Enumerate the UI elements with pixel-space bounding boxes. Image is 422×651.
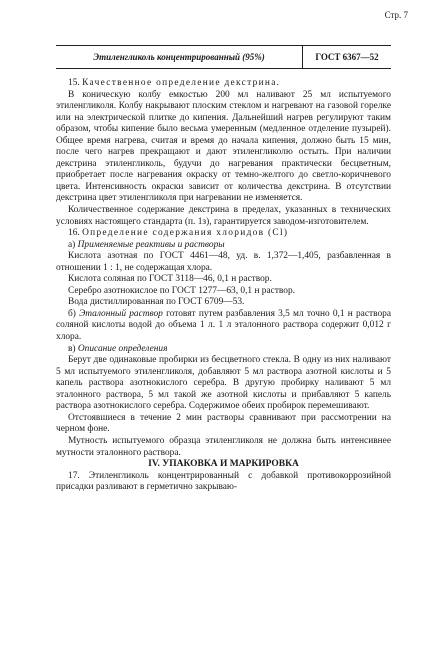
section-15-body: В коническую колбу емкостью 200 мл наливают 25 мл испытуемого этиленгликоля. Колбу накрывают плоским стеклом и нагревают на газовой горелке или на электрической плитке до кипения. Дальнейший нагрев регулируют таким образом, чтобы кипение было весьма умеренным (медленное отделение пузырей). Общее время нагрева, считая и время до начала кипения, должно быть 15 мин, после чего нагрев прекращают и дают этиленгликолю остыть. При наличии декстрина этиленгликоль, будучи до нагревания практически бесцветным, приобретает после нагревания окраску от темно-желтого до светло-коричневого цвета. Интенсивность окраски зависит от количества декстрина. В отсутствии декстрина цвет этиленгликоля при нагревании не изменяется. [56,89,391,204]
section-15-paragraph-2: Количественное содержание декстрина в пределах, указанных в технических условиях настоящего стандарта (п. 1з), гарантируется заводом-изготовителем. [56,205,391,227]
document-header [56,45,391,69]
section-15-title: Качественное определение декстрина. [82,78,281,88]
section-17-paragraph: 17. Этиленгликоль концентрированный с добавкой противокоррозийной присадки разливают в герметично закрываю- [56,470,391,493]
subsection-b-text: готовят путем разбавления 3,5 мл точно 0,1 н раствора соляной кислоты водой до объема 1 л. 1 л эталонного раствора содержит 0,012 г хлора. [56,308,391,343]
subsection-a-title: Применяемые реактивы и растворы [77,239,225,250]
section-16-number: 16. [68,228,80,239]
subsection-a-label: а) [68,239,76,250]
section-4-title: IV. УПАКОВКА И МАРКИРОВКА [148,459,299,470]
page-number: Стр. 7 [384,10,408,20]
gost-number: ГОСТ 6367—52 [302,46,391,68]
reagent-silver-nitrate: Серебро азотнокислое по ГОСТ 1277—63, 0,1 н раствор. [68,285,296,296]
document-body [56,78,391,494]
subsection-a-heading [56,240,391,252]
section-16-title: Определение содержания хлоридов (Cl) [82,228,289,239]
section-16-heading [56,228,391,240]
subsection-c-title: Описание определения [77,343,168,354]
reagent-hydrochloric-acid: Кислота соляная по ГОСТ 3118—46, 0,1 н раствор. [68,274,272,285]
section-15-number: 15. [68,78,80,88]
section-15-heading [56,78,391,90]
subsection-b-title: Эталонный раствор [79,308,163,319]
reagent-nitric-acid: Кислота азотная по ГОСТ 4461—48, уд. в. 1,372—1,405, разбавленная в отношении 1 : 1, не содержащая хлора. [56,251,391,273]
procedure-paragraph-1: Берут две одинаковые пробирки из бесцветного стекла. В одну из них наливают 5 мл испытуемого этиленгликоля, добавляют 5 мл раствора азотной кислоты и 5 капель раствора азотнокислого серебра. В другую пробирку наливают 5 мл эталонного раствора, 5 мл такой же азотной кислоты и прибавляют 5 капель раствора азотнокислого серебра. Содержимое обеих пробирок перемешивают. [56,355,391,412]
subsection-c-heading [56,344,391,356]
subsection-b-label: б) [68,308,76,319]
reagent-distilled-water: Вода дистиллированная по ГОСТ 6709—53. [68,297,245,308]
procedure-paragraph-2: Отстоявшиеся в течение 2 мин растворы сравнивают при рассмотрении на черном фоне. [56,412,391,435]
header-title: Этиленгликоль концентрированный (95%) [93,52,265,62]
subsection-c-label: в) [68,343,76,354]
subsection-b [56,309,391,344]
procedure-paragraph-3: Мутность испытуемого образца этиленгликоля не должна быть интенсивнее мутности эталонного раствора. [56,435,391,458]
